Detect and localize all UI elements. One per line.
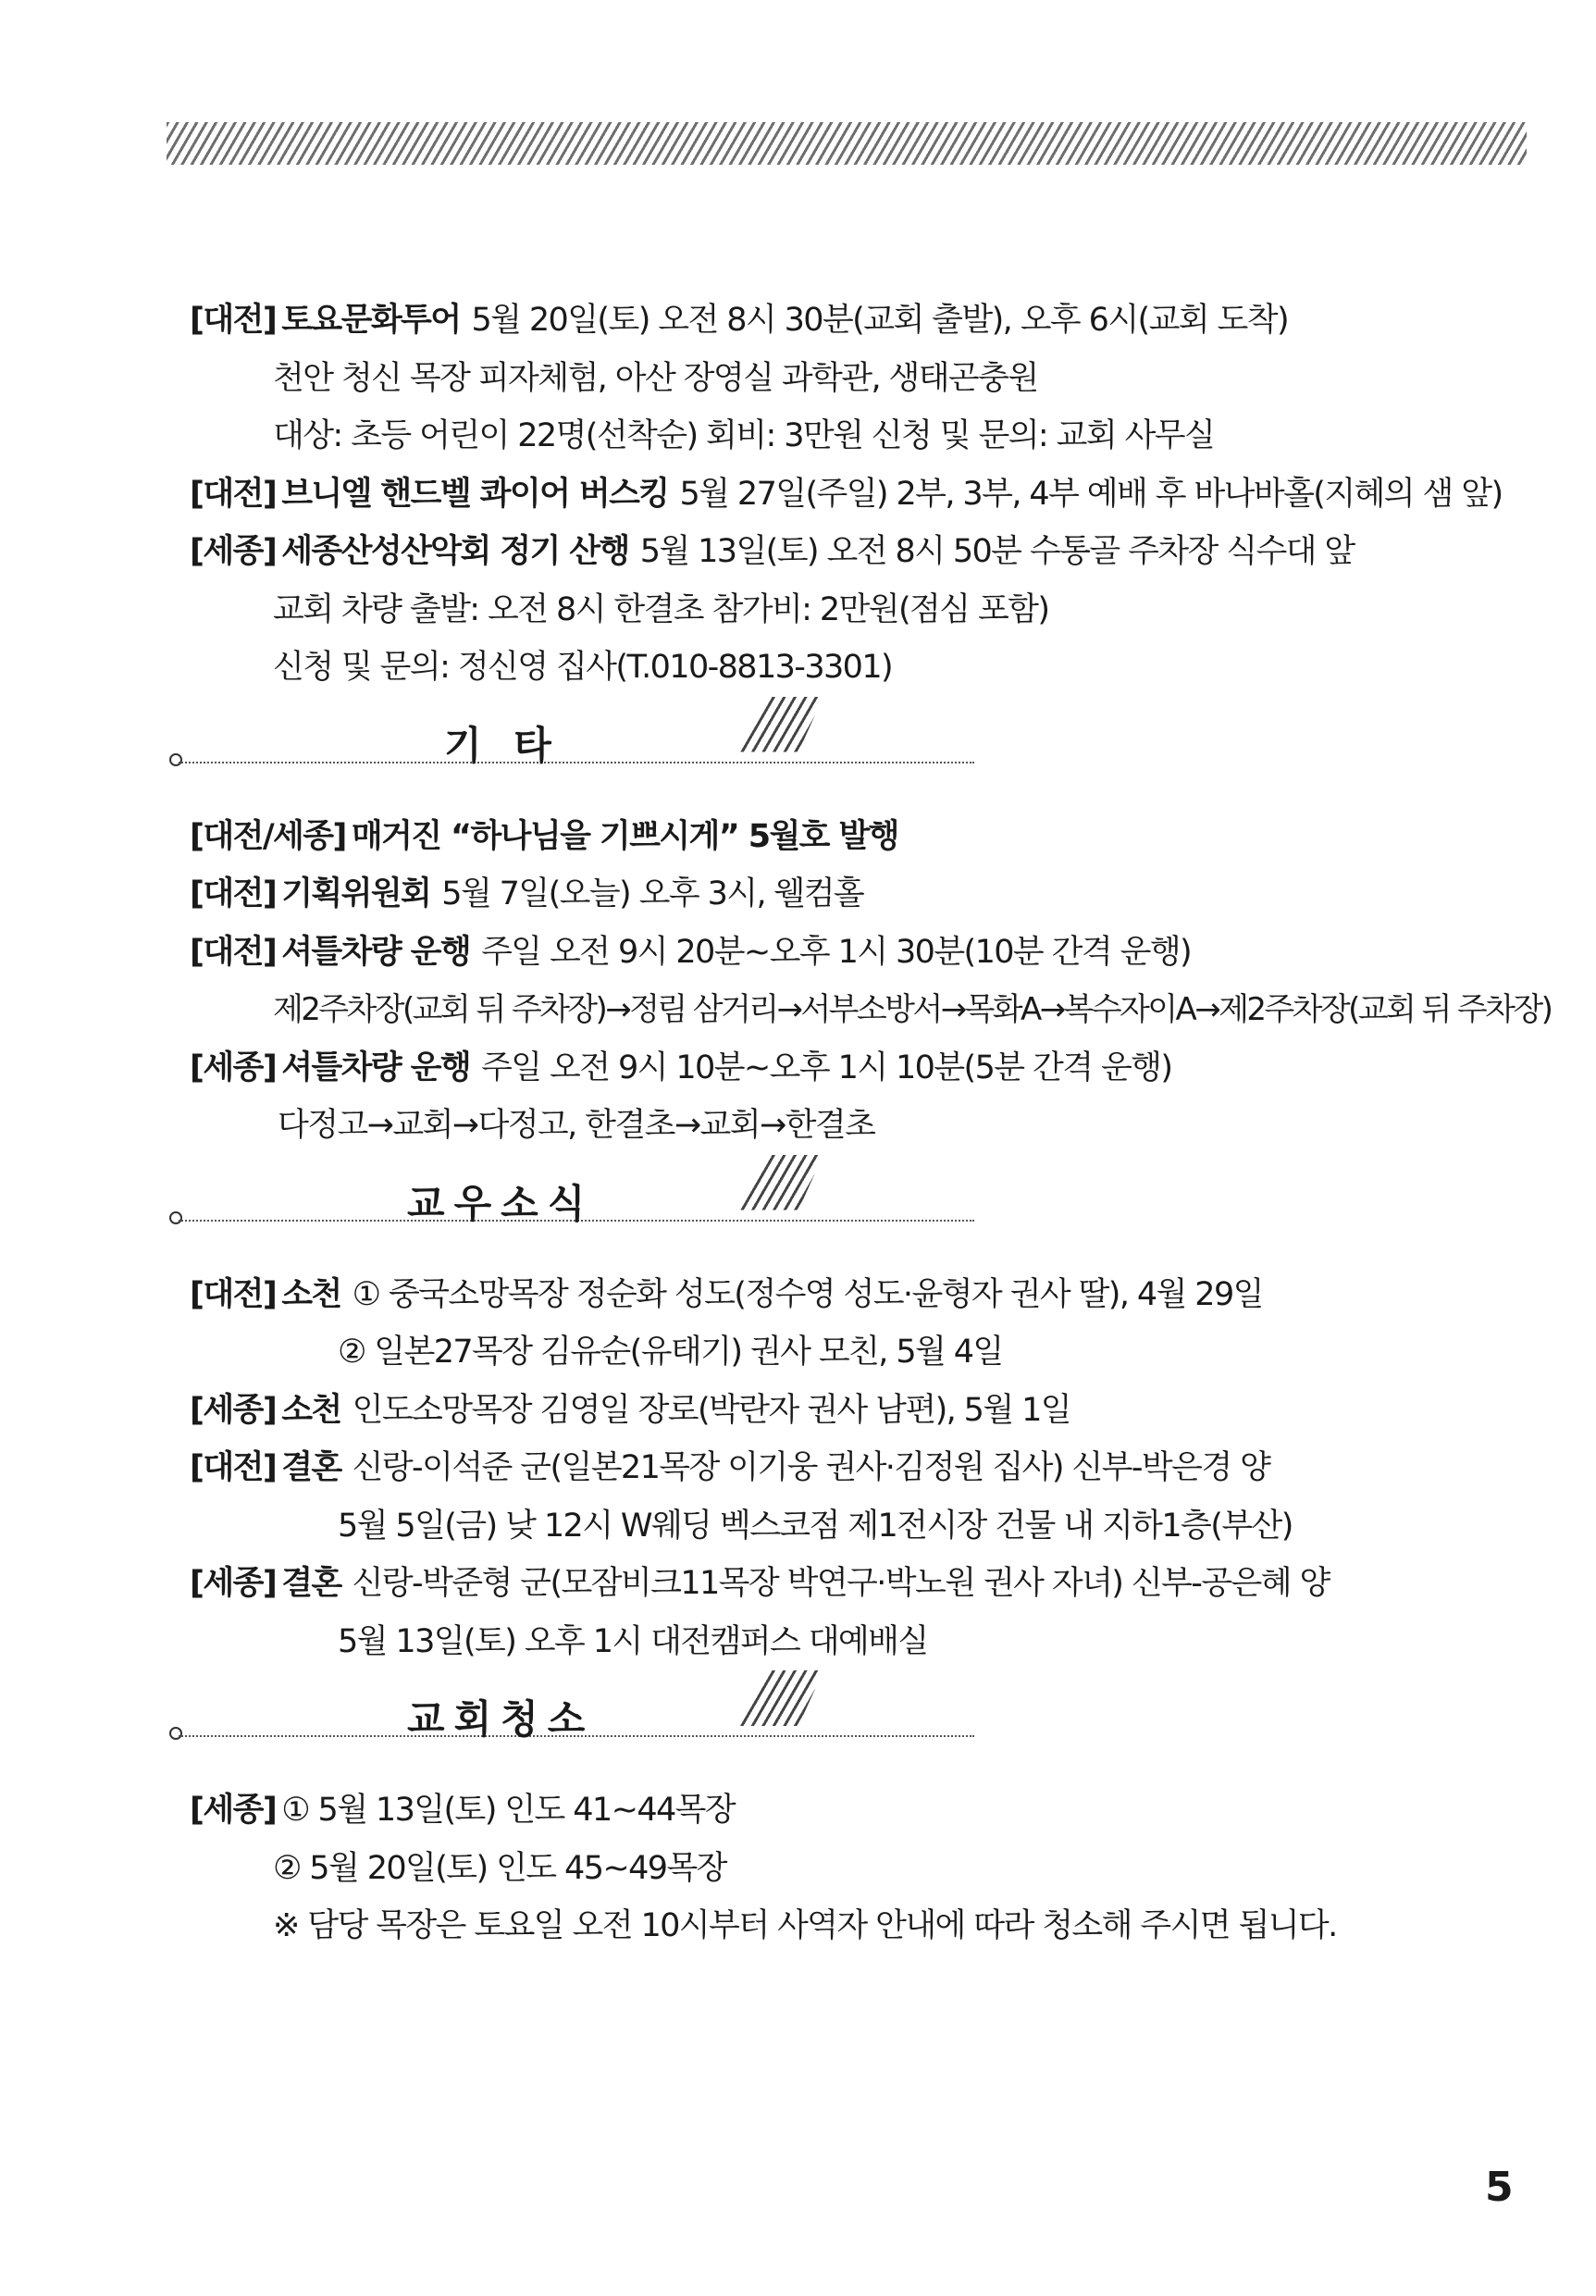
news-line [190,1555,1531,1613]
news-subline [190,1613,1531,1671]
location-tag: [세종] [190,1049,277,1086]
location-tag: [대전] [190,475,277,513]
location-tag: [세종] [190,533,277,570]
news-detail: ② 일본27목장 김유순(유태기) 권사 모친, 5월 4일 [338,1334,1003,1371]
location-tag: [대전] [190,875,277,912]
news-detail: 5월 5일(금) 낮 12시 W웨딩 벡스코점 제1전시장 건물 내 지하1층(부산) [338,1507,1293,1545]
section-title: 교우소식 [407,1180,595,1226]
location-tag: [세종] [190,1792,277,1829]
top-hatch-band [167,122,1527,165]
event-title: 세종산성산악회 정기 산행 [281,533,629,570]
etc-subline [190,981,1552,1039]
event-line [190,523,1531,581]
news-detail: ① 중국소망목장 정순화 성도(정수영 성도·윤형자 권사 딸), 4월 29일 [352,1275,1263,1313]
event-detail: 천안 청신 목장 피자체험, 아산 장영실 과학관, 생태곤충원 [273,359,1038,397]
event-subline [190,581,1531,639]
section-hatch-icon [740,697,823,752]
etc-detail: 5월 7일(오늘) 오후 3시, 웰컴홀 [441,875,864,912]
etc-title: 셔틀차량 운행 [281,933,471,971]
etc-line [190,865,1531,924]
section-hatch-icon [740,1670,823,1726]
etc-title: 매거진 “하나님을 기쁘시게” 5월호 발행 [351,817,898,855]
cleaning-note-text: ※ 담당 목장은 토요일 오전 10시부터 사역자 안내에 따라 청소해 주시면 됩니다. [273,1907,1337,1944]
news-line [190,1266,1531,1324]
event-subline [190,350,1531,408]
event-detail: 신청 및 문의: 정신영 집사(T.010-8813-3301) [273,649,893,686]
cleaning-detail: ① 5월 13일(토) 인도 41~44목장 [281,1792,736,1829]
news-subline [190,1497,1531,1556]
location-tag: [세종] [190,1565,277,1602]
page-number: 5 [1485,2164,1514,2211]
location-tag: [세종] [190,1391,277,1429]
news-detail: 신랑-박준형 군(모잠비크11목장 박연구·박노원 권사 자녀) 신부-공은혜 양 [352,1565,1330,1602]
etc-detail: 주일 오전 9시 10분~오후 1시 10분(5분 간격 운행) [481,1049,1172,1086]
section-title: 교회청소 [407,1696,595,1742]
section-bullet-icon [169,1727,182,1740]
news-subline [190,1323,1531,1382]
news-line [190,1382,1531,1440]
event-detail: 5월 27일(주일) 2부, 3부, 4부 예배 후 바나바홀(지혜의 샘 앞) [679,475,1503,513]
section-bullet-icon [169,1211,182,1224]
event-detail: 대상: 초등 어린이 22명(선착순) 회비: 3만원 신청 및 문의: 교회 사무실 [273,417,1215,454]
etc-line [190,924,1531,982]
bulletin-content [190,292,1552,1955]
news-type: 결혼 [281,1449,341,1486]
etc-line [190,808,1531,866]
event-title: 토요문화투어 [281,302,461,339]
etc-title: 셔틀차량 운행 [281,1049,471,1086]
event-detail: 교회 차량 출발: 오전 8시 한결초 참가비: 2만원(점심 포함) [273,590,1049,628]
etc-line [190,1039,1531,1098]
news-type: 소천 [281,1391,341,1429]
section-dotted-rule [179,762,974,763]
etc-title: 기획위원회 [281,875,431,912]
event-subline [190,639,1531,697]
shuttle-route: 다정고→교회→다정고, 한결초→교회→한결초 [278,1107,875,1144]
section-header-cleaning [190,1670,1531,1781]
cleaning-detail: ② 5월 20일(토) 인도 45~49목장 [273,1849,726,1887]
cleaning-line [190,1781,1531,1840]
shuttle-route: 제2주차장(교회 뒤 주차장)→정림 삼거리→서부소방서→목화A→복수자이A→제2주차장(교회 뒤 주차장) [273,991,1552,1028]
section-hatch-icon [740,1155,823,1210]
section-bullet-icon [169,753,182,766]
etc-detail: 주일 오전 9시 20분~오후 1시 30분(10분 간격 운행) [481,933,1192,971]
event-title: 브니엘 핸드벨 콰이어 버스킹 [281,475,669,513]
section-header-etc [190,697,1531,808]
location-tag: [대전] [190,302,277,339]
cleaning-note [190,1897,1531,1955]
section-title: 기 타 [444,722,561,768]
event-line [190,465,1531,524]
event-line [190,292,1531,350]
cleaning-subline [190,1840,1531,1898]
location-tag: [대전] [190,933,277,971]
event-subline [190,407,1531,465]
news-detail: 인도소망목장 김영일 장로(박란자 권사 남편), 5월 1일 [352,1391,1070,1429]
location-tag: [대전/세종] [190,817,346,855]
location-tag: [대전] [190,1275,277,1313]
news-line [190,1439,1531,1497]
news-detail: 신랑-이석준 군(일본21목장 이기웅 권사·김정원 집사) 신부-박은경 양 [352,1449,1270,1486]
etc-subline [190,1097,1531,1155]
section-header-news [190,1155,1531,1266]
news-detail: 5월 13일(토) 오후 1시 대전캠퍼스 대예배실 [338,1622,928,1660]
event-detail: 5월 13일(토) 오전 8시 50분 수통골 주차장 식수대 앞 [639,533,1355,570]
location-tag: [대전] [190,1449,277,1486]
news-type: 결혼 [281,1565,341,1602]
event-detail: 5월 20일(토) 오전 8시 30분(교회 출발), 오후 6시(교회 도착) [471,302,1289,339]
news-type: 소천 [281,1275,341,1313]
